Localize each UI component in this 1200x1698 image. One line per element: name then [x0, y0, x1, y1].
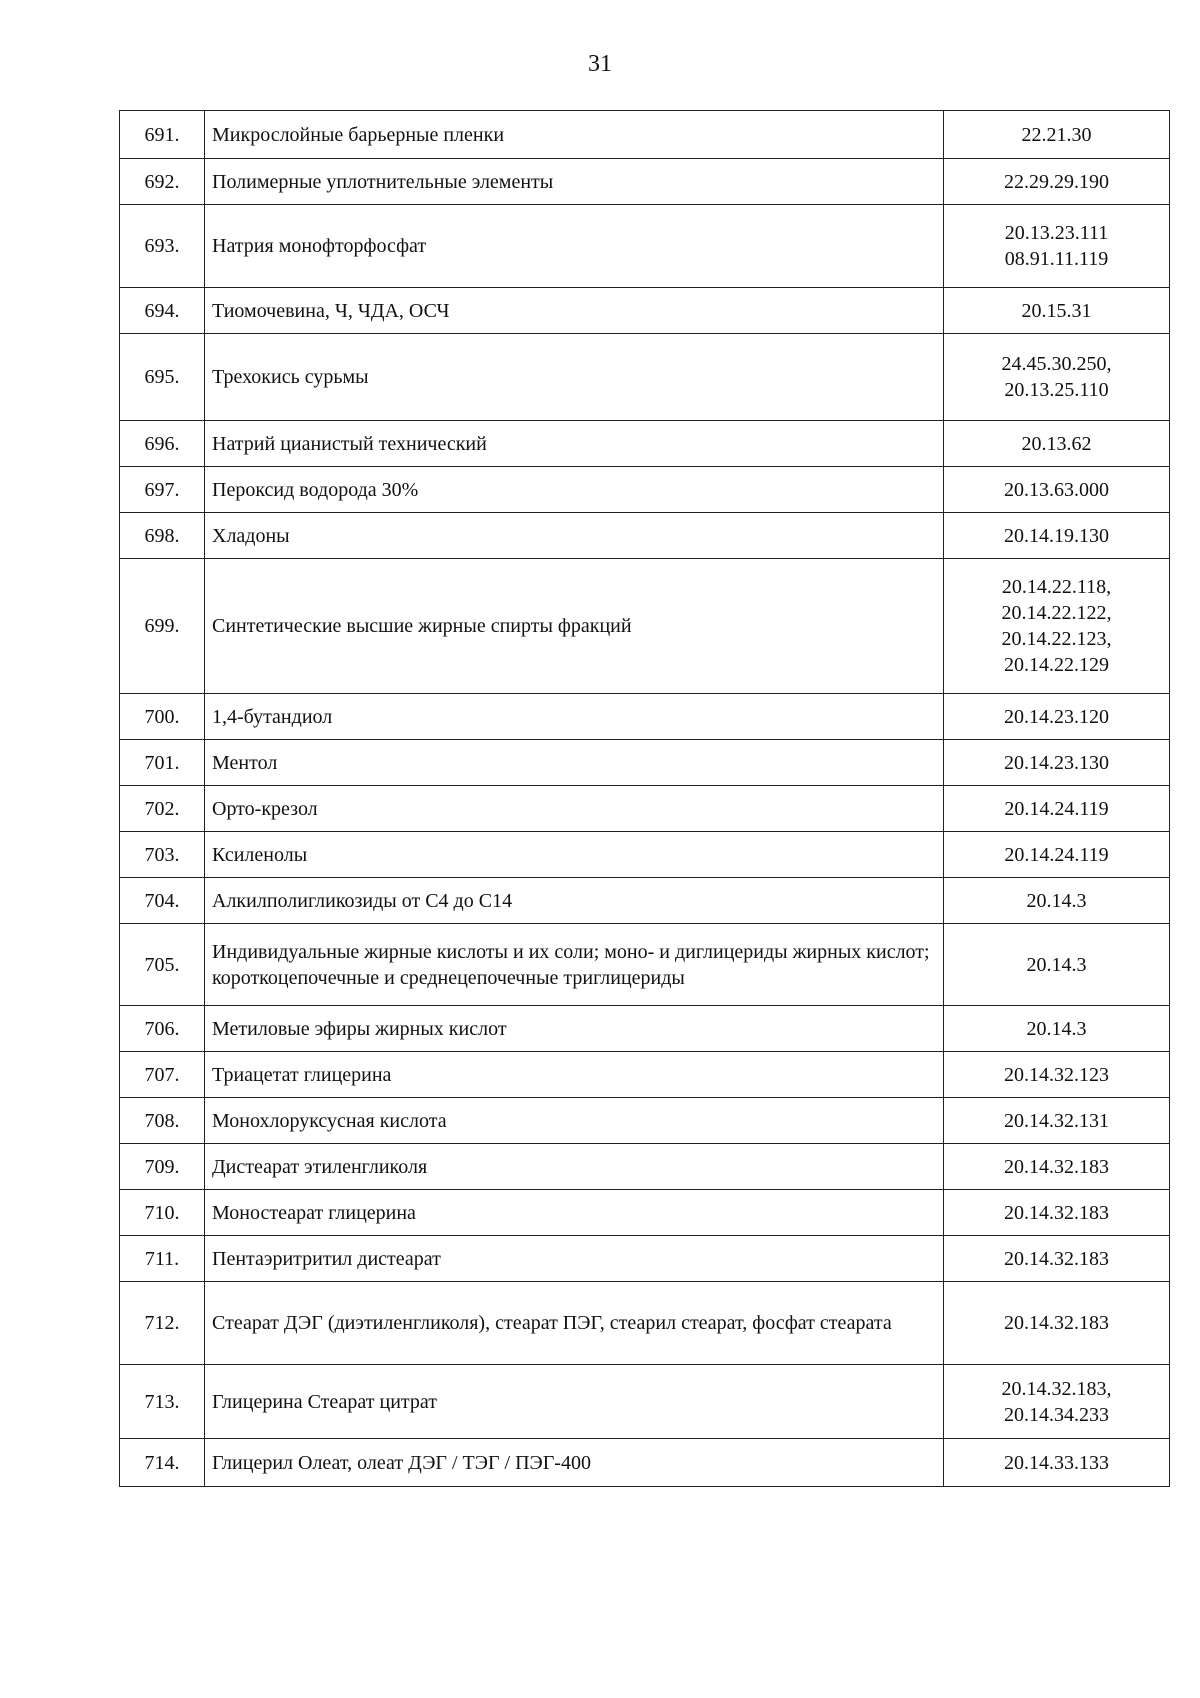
- table-row: [120, 924, 1170, 1006]
- row-codes: [944, 467, 1170, 513]
- row-name: Микрослойные барьерные пленки: [205, 111, 944, 159]
- okpd-code: 20.14.32.183: [1004, 1201, 1109, 1224]
- okpd-code: 20.14.3: [1026, 1017, 1087, 1040]
- row-number: 693.: [120, 205, 205, 288]
- row-codes: [944, 1190, 1170, 1236]
- table-row: [120, 694, 1170, 740]
- row-name: Хладоны: [205, 513, 944, 559]
- row-number: 697.: [120, 467, 205, 513]
- row-codes: [944, 924, 1170, 1006]
- okpd-code: 22.21.30: [1021, 123, 1092, 146]
- row-number: 699.: [120, 559, 205, 694]
- substances-table: [119, 110, 1170, 1487]
- okpd-code: 20.14.22.123,: [1001, 628, 1112, 650]
- row-name: Глицерина Стеарат цитрат: [205, 1365, 944, 1439]
- okpd-code: 20.14.32.183: [1004, 1312, 1109, 1334]
- row-codes: [944, 832, 1170, 878]
- row-number: 711.: [120, 1236, 205, 1282]
- row-codes: [944, 1282, 1170, 1365]
- table-row: [120, 878, 1170, 924]
- row-name: 1,4-бутандиол: [205, 694, 944, 740]
- okpd-code: 20.13.23.111: [1004, 222, 1109, 244]
- table-row: [120, 832, 1170, 878]
- row-number: 708.: [120, 1098, 205, 1144]
- row-number: 714.: [120, 1439, 205, 1487]
- row-codes: [944, 1052, 1170, 1098]
- row-name: Натрия монофторфосфат: [205, 205, 944, 288]
- row-codes: [944, 559, 1170, 694]
- okpd-code: 20.14.22.118,: [1001, 576, 1112, 598]
- okpd-code: 20.14.32.183,: [1001, 1377, 1112, 1400]
- okpd-code: 20.13.25.110: [1004, 379, 1109, 401]
- table-row: [120, 421, 1170, 467]
- okpd-code: 20.13.63.000: [1004, 478, 1109, 501]
- table-row: [120, 111, 1170, 159]
- row-name: Тиомочевина, Ч, ЧДА, ОСЧ: [205, 288, 944, 334]
- okpd-code: 20.14.3: [1026, 953, 1087, 976]
- row-codes: [944, 205, 1170, 288]
- row-name: Пентаэритритил дистеарат: [205, 1236, 944, 1282]
- row-codes: [944, 111, 1170, 159]
- row-codes: [944, 1006, 1170, 1052]
- row-name: Орто-крезол: [205, 786, 944, 832]
- row-name: Пероксид водорода 30%: [205, 467, 944, 513]
- table-row: [120, 1439, 1170, 1487]
- row-name: Синтетические высшие жирные спирты фракций: [205, 559, 944, 694]
- row-name: Трехокись сурьмы: [205, 334, 944, 421]
- row-number: 701.: [120, 740, 205, 786]
- row-codes: [944, 1098, 1170, 1144]
- row-number: 710.: [120, 1190, 205, 1236]
- row-number: 703.: [120, 832, 205, 878]
- row-number: 695.: [120, 334, 205, 421]
- table-row: [120, 288, 1170, 334]
- row-number: 694.: [120, 288, 205, 334]
- okpd-code: 20.14.32.183: [1004, 1155, 1109, 1178]
- row-number: 692.: [120, 159, 205, 205]
- row-name: Триацетат глицерина: [205, 1052, 944, 1098]
- row-number: 691.: [120, 111, 205, 159]
- row-codes: [944, 1236, 1170, 1282]
- row-number: 706.: [120, 1006, 205, 1052]
- row-name: Глицерил Олеат, олеат ДЭГ / ТЭГ / ПЭГ-400: [205, 1439, 944, 1487]
- table-row: [120, 1098, 1170, 1144]
- row-number: 705.: [120, 924, 205, 1006]
- row-number: 712.: [120, 1282, 205, 1365]
- table-row: [120, 1006, 1170, 1052]
- row-name: Монохлоруксусная кислота: [205, 1098, 944, 1144]
- table-row: [120, 1190, 1170, 1236]
- page-number: 31: [588, 51, 612, 77]
- okpd-code: 20.14.32.183: [1004, 1247, 1109, 1270]
- row-codes: [944, 421, 1170, 467]
- okpd-code: 20.14.22.129: [1004, 654, 1109, 676]
- row-number: 698.: [120, 513, 205, 559]
- row-codes: [944, 878, 1170, 924]
- okpd-code: 22.29.29.190: [1004, 170, 1109, 193]
- row-number: 707.: [120, 1052, 205, 1098]
- table-row: [120, 559, 1170, 694]
- row-number: 713.: [120, 1365, 205, 1439]
- table-row: [120, 1282, 1170, 1365]
- row-codes: [944, 1144, 1170, 1190]
- row-codes: [944, 740, 1170, 786]
- row-codes: [944, 694, 1170, 740]
- okpd-code: 20.14.34.233: [1004, 1403, 1109, 1426]
- okpd-code: 20.14.19.130: [1004, 524, 1109, 547]
- okpd-code: 20.14.23.120: [1004, 705, 1109, 728]
- okpd-code: 20.14.32.123: [1004, 1063, 1109, 1086]
- okpd-code: 20.13.62: [1021, 432, 1092, 455]
- row-name: Метиловые эфиры жирных кислот: [205, 1006, 944, 1052]
- table-body: [120, 111, 1170, 1487]
- okpd-code: 20.14.23.130: [1004, 751, 1109, 774]
- row-codes: [944, 1439, 1170, 1487]
- row-name: Стеарат ДЭГ (диэтиленгликоля), стеарат ПЭГ, стеарил стеарат, фосфат стеарата: [205, 1282, 944, 1365]
- row-number: 709.: [120, 1144, 205, 1190]
- okpd-code: 20.14.33.133: [1004, 1451, 1109, 1474]
- table-row: [120, 786, 1170, 832]
- table-row: [120, 1236, 1170, 1282]
- okpd-code: 20.15.31: [1021, 299, 1092, 322]
- table-row: [120, 1365, 1170, 1439]
- okpd-code: 20.14.32.131: [1004, 1109, 1109, 1132]
- row-name: Индивидуальные жирные кислоты и их соли; моно- и диглицериды жирных кислот; короткоцепочечные и среднецепочечные триглицериды: [205, 924, 944, 1006]
- row-name: Натрий цианистый технический: [205, 421, 944, 467]
- row-number: 704.: [120, 878, 205, 924]
- okpd-code: 20.14.24.119: [1004, 797, 1109, 820]
- row-name: Ментол: [205, 740, 944, 786]
- row-codes: [944, 334, 1170, 421]
- row-name: Полимерные уплотнительные элементы: [205, 159, 944, 205]
- row-codes: [944, 786, 1170, 832]
- table-row: [120, 467, 1170, 513]
- row-number: 696.: [120, 421, 205, 467]
- table-row: [120, 159, 1170, 205]
- okpd-code: 20.14.3: [1026, 889, 1087, 912]
- row-name: Алкилполигликозиды от С4 до С14: [205, 878, 944, 924]
- row-name: Моностеарат глицерина: [205, 1190, 944, 1236]
- table-row: [120, 513, 1170, 559]
- row-codes: [944, 159, 1170, 205]
- row-codes: [944, 1365, 1170, 1439]
- row-codes: [944, 513, 1170, 559]
- row-codes: [944, 288, 1170, 334]
- okpd-code: 08.91.11.119: [1004, 248, 1109, 270]
- okpd-code: 20.14.24.119: [1004, 843, 1109, 866]
- table-row: [120, 1052, 1170, 1098]
- okpd-code: 20.14.22.122,: [1001, 602, 1112, 624]
- table-row: [120, 740, 1170, 786]
- okpd-code: 24.45.30.250,: [1001, 353, 1112, 375]
- table-row: [120, 205, 1170, 288]
- row-name: Ксиленолы: [205, 832, 944, 878]
- table-row: [120, 1144, 1170, 1190]
- row-number: 700.: [120, 694, 205, 740]
- row-name: Дистеарат этиленгликоля: [205, 1144, 944, 1190]
- row-number: 702.: [120, 786, 205, 832]
- table-row: [120, 334, 1170, 421]
